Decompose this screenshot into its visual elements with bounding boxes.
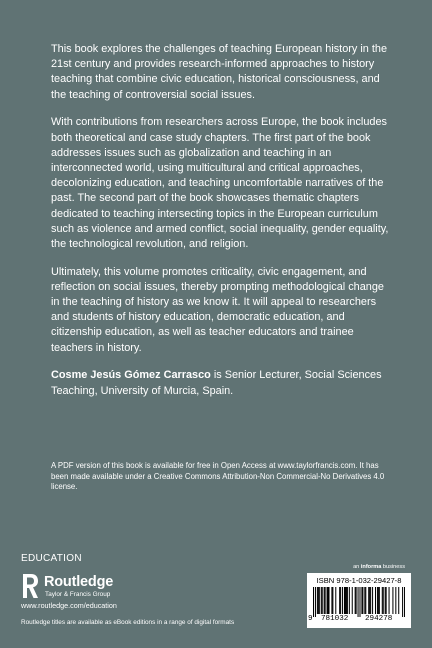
description-paragraph-2: With contributions from researchers across Europe, the book includes both theoretical and case study chapters. The first part of the book addresses issues such as globalization and teaching in an interconnected world, using multicultural and critical approaches, decolonizing education, and teaching uncomfortable narratives of the past. The second part of the book showcases thematic chapters dedicated to teaching intersecting topics in the European curriculum such as violence and armed conflict, social inequality, gender equality, the technological revolution, and religion. <box>51 116 389 250</box>
barcode-digits-right: 294278 <box>365 615 393 623</box>
ebook-note: Routledge titles are available as eBook editions in a range of digital formats <box>21 619 235 626</box>
barcode-bar <box>377 587 378 614</box>
barcode-bar <box>347 587 348 614</box>
barcode-bar <box>389 587 390 614</box>
barcode-bar <box>385 587 386 614</box>
author-bio-text: is Senior Lecturer, Social Sciences Teaching, University of Murcia, Spain. <box>51 369 382 397</box>
author-name: Cosme Jesús Gómez Carrasco <box>51 369 211 382</box>
barcode-bar <box>368 587 369 614</box>
barcode-panel <box>307 573 411 628</box>
barcode-bar <box>327 587 328 614</box>
publisher-name: Routledge <box>44 574 114 590</box>
barcode-bar <box>342 587 343 614</box>
barcode-bar <box>325 587 326 614</box>
barcode-bar <box>370 587 371 614</box>
isbn-label: ISBN 978-1-032-29427-8 <box>316 576 402 585</box>
publisher-url[interactable]: www.routledge.com/education <box>21 601 117 610</box>
barcode-bar <box>340 587 341 614</box>
barcode-bar <box>344 587 345 614</box>
description-paragraph-3: Ultimately, this volume promotes criticality, civic engagement, and reflection on social issues, thereby prompting methodological change in the teaching of history as we know it. It will appeal to researchers and students of history education, democratic education, and citizenship education, as well as teacher educators and trainee teachers in history. <box>51 265 384 354</box>
barcode-bar <box>359 587 360 617</box>
barcode-bar <box>345 587 346 614</box>
description <box>51 42 391 411</box>
barcode-bar <box>335 587 336 614</box>
barcode-bar <box>346 587 347 614</box>
barcode-bar <box>372 587 373 614</box>
publisher-group: Taylor & Francis Group <box>45 591 111 598</box>
barcode-bar <box>365 587 366 614</box>
barcode-bar <box>364 587 365 614</box>
description-paragraph-1: This book explores the challenges of teaching European history in the 21st century and provides research-informed approaches to history teaching that combine civic education, historical consciousness, and the teaching of controversial social issues. <box>51 43 388 101</box>
barcode-bar <box>402 587 403 617</box>
barcode-bar <box>313 587 314 617</box>
barcode-bar <box>362 587 363 614</box>
barcode-bar <box>332 587 333 614</box>
barcode-bar <box>386 587 387 614</box>
barcode-bar <box>356 587 357 614</box>
barcode-bar <box>318 587 319 614</box>
barcode-bar <box>339 587 340 614</box>
barcode-bar <box>317 587 318 614</box>
open-access-note: A PDF version of this book is available for free in Open Access at www.taylorfrancis.com. It has been made available under a Creative Commons Attribution-Non Commercial-No Derivatives 4.0 license. <box>51 461 385 492</box>
barcode-bar <box>398 587 399 614</box>
subject-category: EDUCATION <box>21 553 82 564</box>
barcode-bar <box>379 587 380 614</box>
barcode-bar <box>322 587 323 614</box>
barcode-bar <box>319 587 320 614</box>
barcode-icon <box>313 587 405 617</box>
barcode-bar <box>369 587 370 614</box>
barcode-bar <box>328 587 329 614</box>
barcode-bar <box>395 587 396 614</box>
barcode-bar <box>352 587 353 614</box>
barcode-bar <box>392 587 393 614</box>
barcode-bar <box>315 587 316 617</box>
author-bio <box>51 368 391 398</box>
barcode-digit-first: 9 <box>308 615 313 623</box>
barcode-bar <box>349 587 350 614</box>
informa-wordmark: informa <box>360 564 382 570</box>
barcode-bar <box>383 587 384 614</box>
barcode-bar <box>324 587 325 614</box>
routledge-r-icon <box>21 573 39 599</box>
barcode-bar <box>361 587 362 614</box>
barcode-bar <box>358 587 359 617</box>
barcode-bar <box>321 587 322 614</box>
barcode-bar <box>328 587 329 614</box>
barcode-bar <box>375 587 376 614</box>
barcode-bar <box>404 587 405 617</box>
barcode-bar <box>355 587 356 614</box>
informa-business-tag: an informa business <box>353 564 405 570</box>
barcode-bar <box>382 587 383 614</box>
barcode-bar <box>331 587 332 614</box>
barcode-bar <box>378 587 379 614</box>
barcode-digits-left: 781032 <box>321 615 349 623</box>
